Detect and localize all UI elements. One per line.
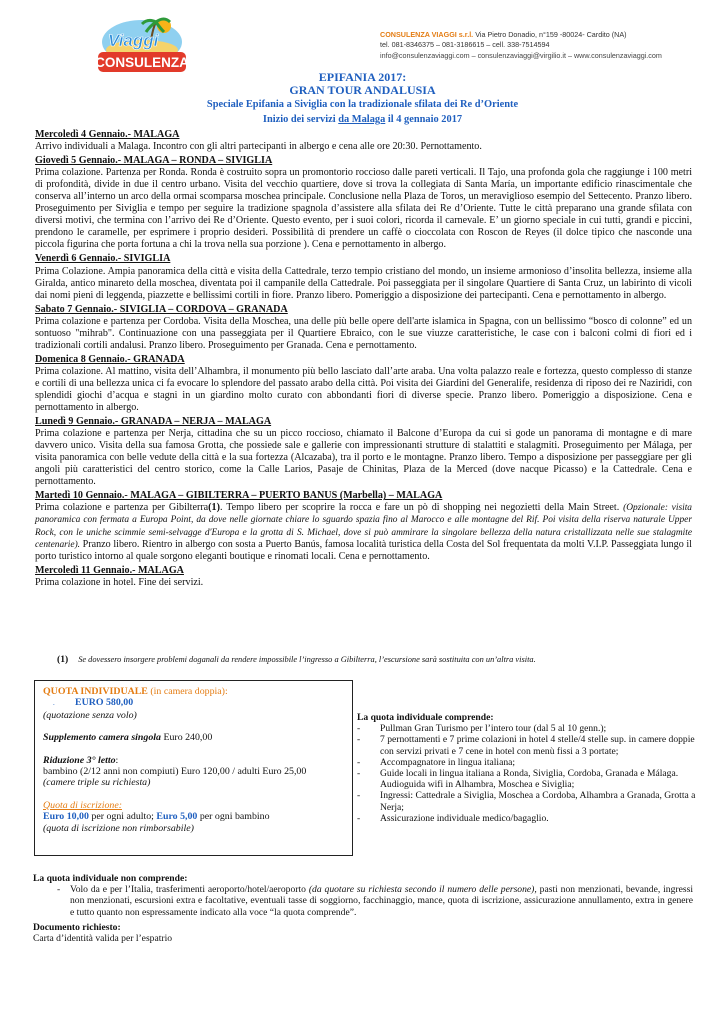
day-heading: Mercoledì 11 Gennaio.- MALAGA [35,564,184,576]
reduction-text: bambino (2/12 anni non compiuti) Euro 120,00 / adulti Euro 25,00 [43,766,307,778]
day-text: Arrivo individuali a Malaga. Incontro con gli altri partecipanti in albergo e cena alle ore 20:30. Pernottamento. [35,141,482,153]
price-box [34,680,353,856]
company-name: CONSULENZA VIAGGI s.r.l. [380,30,474,39]
svg-text:CONSULENZA: CONSULENZA [95,55,189,70]
day-6 [35,416,692,488]
list-item: - Ingressi: Cattedrale a Siviglia, Moschea a Cordoba, Alhambra a Granada, Grotta a Nerja; [357,790,697,812]
footnote-text: Se dovessero insorgere problemi doganali da rendere impossibile l’ingresso a Gibilterra, l’escursione sarà sostituita con un’altra visita. [78,655,536,664]
day-7 [35,490,692,562]
day-8 [35,565,692,589]
day-text: Prima colazione e partenza per Nerja, cittadina che su un picco roccioso, chiamato il Balcone d’Europa da cui si gode un panorama di montagne e di mare davvero unico. Visita della sua famosa Grotta, che possiede sale e gallerie con impressionanti strutture di stalattiti e stalagmiti. Proseguimento per Málaga, per visita panoramica con belle vedute della città e la sua fortezza (Alcazaba), tra il porto e le montagne. Pranzo libero. Tempo a disposizione per passeggiare per gli angoli più caratteristici del centro storico, come la Calle Larios, Pasaje de Chinitas, Plaza de la Merced (dove nacque Picasso) e la Cattedrale. Cena e pernottamento. [35,428,692,488]
list-item: - Guide locali in lingua italiana a Ronda, Siviglia, Cordoba, Granada e Málaga. Audioguida wifi in Alhambra, Moschea e Siviglia; [357,768,697,790]
day-2 [35,155,692,251]
subscription-label: Quota di iscrizione: [43,799,122,811]
documents-text: Carta d’identità valida per l’espatrio [33,933,173,945]
company-address: Via Pietro Donadio, n°159 -80024- Cardito (NA) [475,30,627,39]
company-info [380,30,720,61]
day-3 [35,253,692,301]
day-text: Prima colazione in hotel. Fine dei servizi. [35,576,204,588]
day-heading: Mercoledì 4 Gennaio.- MALAGA [35,129,180,140]
start-city: da Malaga [338,114,386,125]
reduction-note: (camere triple su richiesta) [43,777,151,789]
tour-subtitle: Speciale Epifania a Siviglia con la tradizionale sfilata dei Re d’Oriente [206,99,519,110]
day-text: Prima colazione e partenza per Gibilterra(1). Tempo libero per scoprire la rocca e fare un pò di shopping nei negozietti della Main Street. (Opzionale: visita panoramica con fermata a Europa Point, da dove nelle giornate chiare lo sguardo spazia fino al Marocco e alle montagne del Rif. Poi visita della riserva naturale Upper Rock, con le uniche scimmie semi-selvagge d'Europa e la grotta di S. Michael, dove si può ammirare la singolare bellezza della natura cristallizzata nelle sue stalagmite centenarie). Pranzo libero. Rientro in albergo con sosta a Puerto Banús, famosa località turistica della Costa del Sol frequentata da molti V.I.P. Passeggiata lungo il porto turistico intorno al quale sorgono eleganti boutique e rinomati locali. Cena e pernottamento. [35,502,692,562]
documents-heading: Documento richiesto: [33,922,121,933]
includes-list [357,712,697,824]
excludes-text: - Volo da e per l’Italia, trasferimenti aeroporto/hotel/aeroporto (da quotare su richiesta secondo il numero delle persone), pasti non menzionati, bevande, ingressi non menzionati, escursioni extra e facoltative, eventuali tasse di soggiorno, facchinaggio, mance, quota di iscrizione, assicurazione annullamento, extra in genere e tutto quanto non espressamente indicato alla voce “la quota comprende”. [57,884,693,918]
company-emails[interactable]: info@consulenzaviaggi.com – consulenzaviaggi@virgilio.it – www.consulenzaviaggi.com [380,50,662,60]
price-value: EURO 580,00 [75,697,134,709]
day-heading: Venerdì 6 Gennaio.- SIVIGLIA [35,253,171,265]
day-4 [35,304,692,352]
itinerary [35,129,692,591]
svg-text:Viaggi: Viaggi [108,31,159,50]
day-1 [35,129,692,153]
list-item: - 7 pernottamenti e 7 prime colazioni in hotel 4 stelle/4 stelle sup. in camere doppie con servizi privati e 7 cene in hotel con menù fissi a 3 portate; [357,734,697,756]
footnote-mark: (1) [57,654,69,665]
non-refundable-note: (quota di iscrizione non rimborsabile) [43,822,194,834]
day-text: Prima colazione e partenza per Cordoba. Visita della Moschea, una delle più belle opere dell'arte islamica in Spagna, con un bellissimo “bosco di colonne” ed un sontuoso "mihrab". Continuazione con una passeggiata per il Quartiere Ebraico, con le sue viuzze caratteristiche, le case con i balconi colmi di fiori ed i tradizionali cortili andalusi. Pranzo libero. Proseguimento per Granada. Cena e pernottamento. [35,315,692,351]
list-item: - Accompagnatore in lingua italiana; [357,757,697,768]
day-5 [35,354,692,414]
day-heading: Martedì 10 Gennaio.- MALAGA – GIBILTERRA – PUERTO BANUS (Marbella) – MALAGA [35,490,443,502]
day-text: Prima colazione. Al mattino, visita dell’Alhambra, il monumento più bello lasciato dall’arte araba. Una volta palazzo reale e fortezza, questo complesso di stanze e cortili di una bellezza unica ci fa evocare lo splendore del passato arabo della città. Poi visita dei Giardini del Generalife, residenza di riposo dei re Naziridi, con splendidi giochi d’acqua e stagni in un giardino molto curato con abbondanti fiori di diverse specie. Pranzo libero. Pomeriggio a disposizione. Cena e pernottamento in albergo. [35,365,692,414]
page-title: EPIFANIA 2017: [318,70,407,84]
day-heading: Sabato 7 Gennaio.- SIVIGLIA – CORDOVA – GRANADA [35,303,288,315]
quota-line: QUOTA INDIVIDUALE (in camera doppia): [43,686,228,697]
no-flight-note: (quotazione senza volo) [43,709,137,721]
day-heading: Giovedì 5 Gennaio.- MALAGA – RONDA – SIVIGLIA [35,155,273,167]
third-bed-reduction: Riduzione 3° letto: [43,754,119,766]
company-phones: tel. 081-8346375 – 081-3186615 – cell. 338-7514594 [380,40,550,50]
day-heading: Domenica 8 Gennaio.- GRANADA [35,353,185,365]
single-supplement: Supplemento camera singola Euro 240,00 [43,732,213,744]
excludes-section [33,873,693,918]
includes-heading: La quota individuale comprende: [357,712,494,723]
day-text: Prima colazione. Partenza per Ronda. Ronda è costruito sopra un promontorio roccioso dalle pareti verticali. Il Tajo, una profonda gola che raggiunge i 100 metri di profondità, divide in due il centro urbano. Visita del vecchio quartiere, dove si trova la collegiata di Santa María, un importante edificio rinascimentale che conserva all’interno un arco della ormai scomparsa moschea principale. Conclusione nella Plaza de Toros, un meraviglioso esempio del Settecento. Pranzo libero. Proseguimento per Siviglia e tempo per seguire la tradizione spagnola d’assistere alla sfilata dei Re d’Oriente. Tutte le città preparano una grande sfilata con diversi motivi, che termina con l’arrivo dei Re d’Oriente. Questo evento, per i suoi colori, ricorda il carnevale. E’ un giorno speciale in cui tutti, grandi e piccini, prendono le caramelle, per esprimere i proprio desideri. Possibilità di prendere un caffè o cioccolata con Roscon de Reyes (il dolce tipico che nasconde una piccola figurina che porta fortuna a chi la trova nella sua porzione ). Cena e pernottamento in albergo. [35,167,692,251]
day-heading: Lunedì 9 Gennaio.- GRANADA – NERJA – MALAGA [35,416,272,428]
tour-title: GRAN TOUR ANDALUSIA [289,83,436,97]
consulenza-viaggi-logo [94,12,190,76]
footnote [57,654,697,665]
list-item: - Pullman Gran Turismo per l’intero tour (dal 5 al 10 genn.); [357,723,697,734]
start-line: Inizio dei servizi da Malaga il 4 gennaio 2017 [262,114,463,125]
company-name-line [380,30,720,40]
price-line: . EURO 580,00 [53,697,134,709]
documents-section [33,922,433,944]
day-text: Prima Colazione. Ampia panoramica della città e visita della Cattedrale, terzo tempio cristiano del mondo, un insieme armonioso d’insolita bellezza, insieme alla Giralda, antico minareto della moschea, diventata poi il campanile della Cattedrale. Poi passeggiata per il singolare Quartiere di Santa Cruz, un labirinto di vicoli dai nomi pieni di leggenda, piazzette e bellissimi cortili in fiore. Pranzo libero. Pomeriggio a disposizione dei partecipanti. Cena e pernottamento in albergo. [35,265,692,301]
excludes-heading: La quota individuale non comprende: [33,873,188,884]
subscription-fees: Euro 10,00 per ogni adulto; Euro 5,00 per ogni bambino [43,811,270,823]
list-item: - Assicurazione individuale medico/bagaglio. [357,813,697,824]
